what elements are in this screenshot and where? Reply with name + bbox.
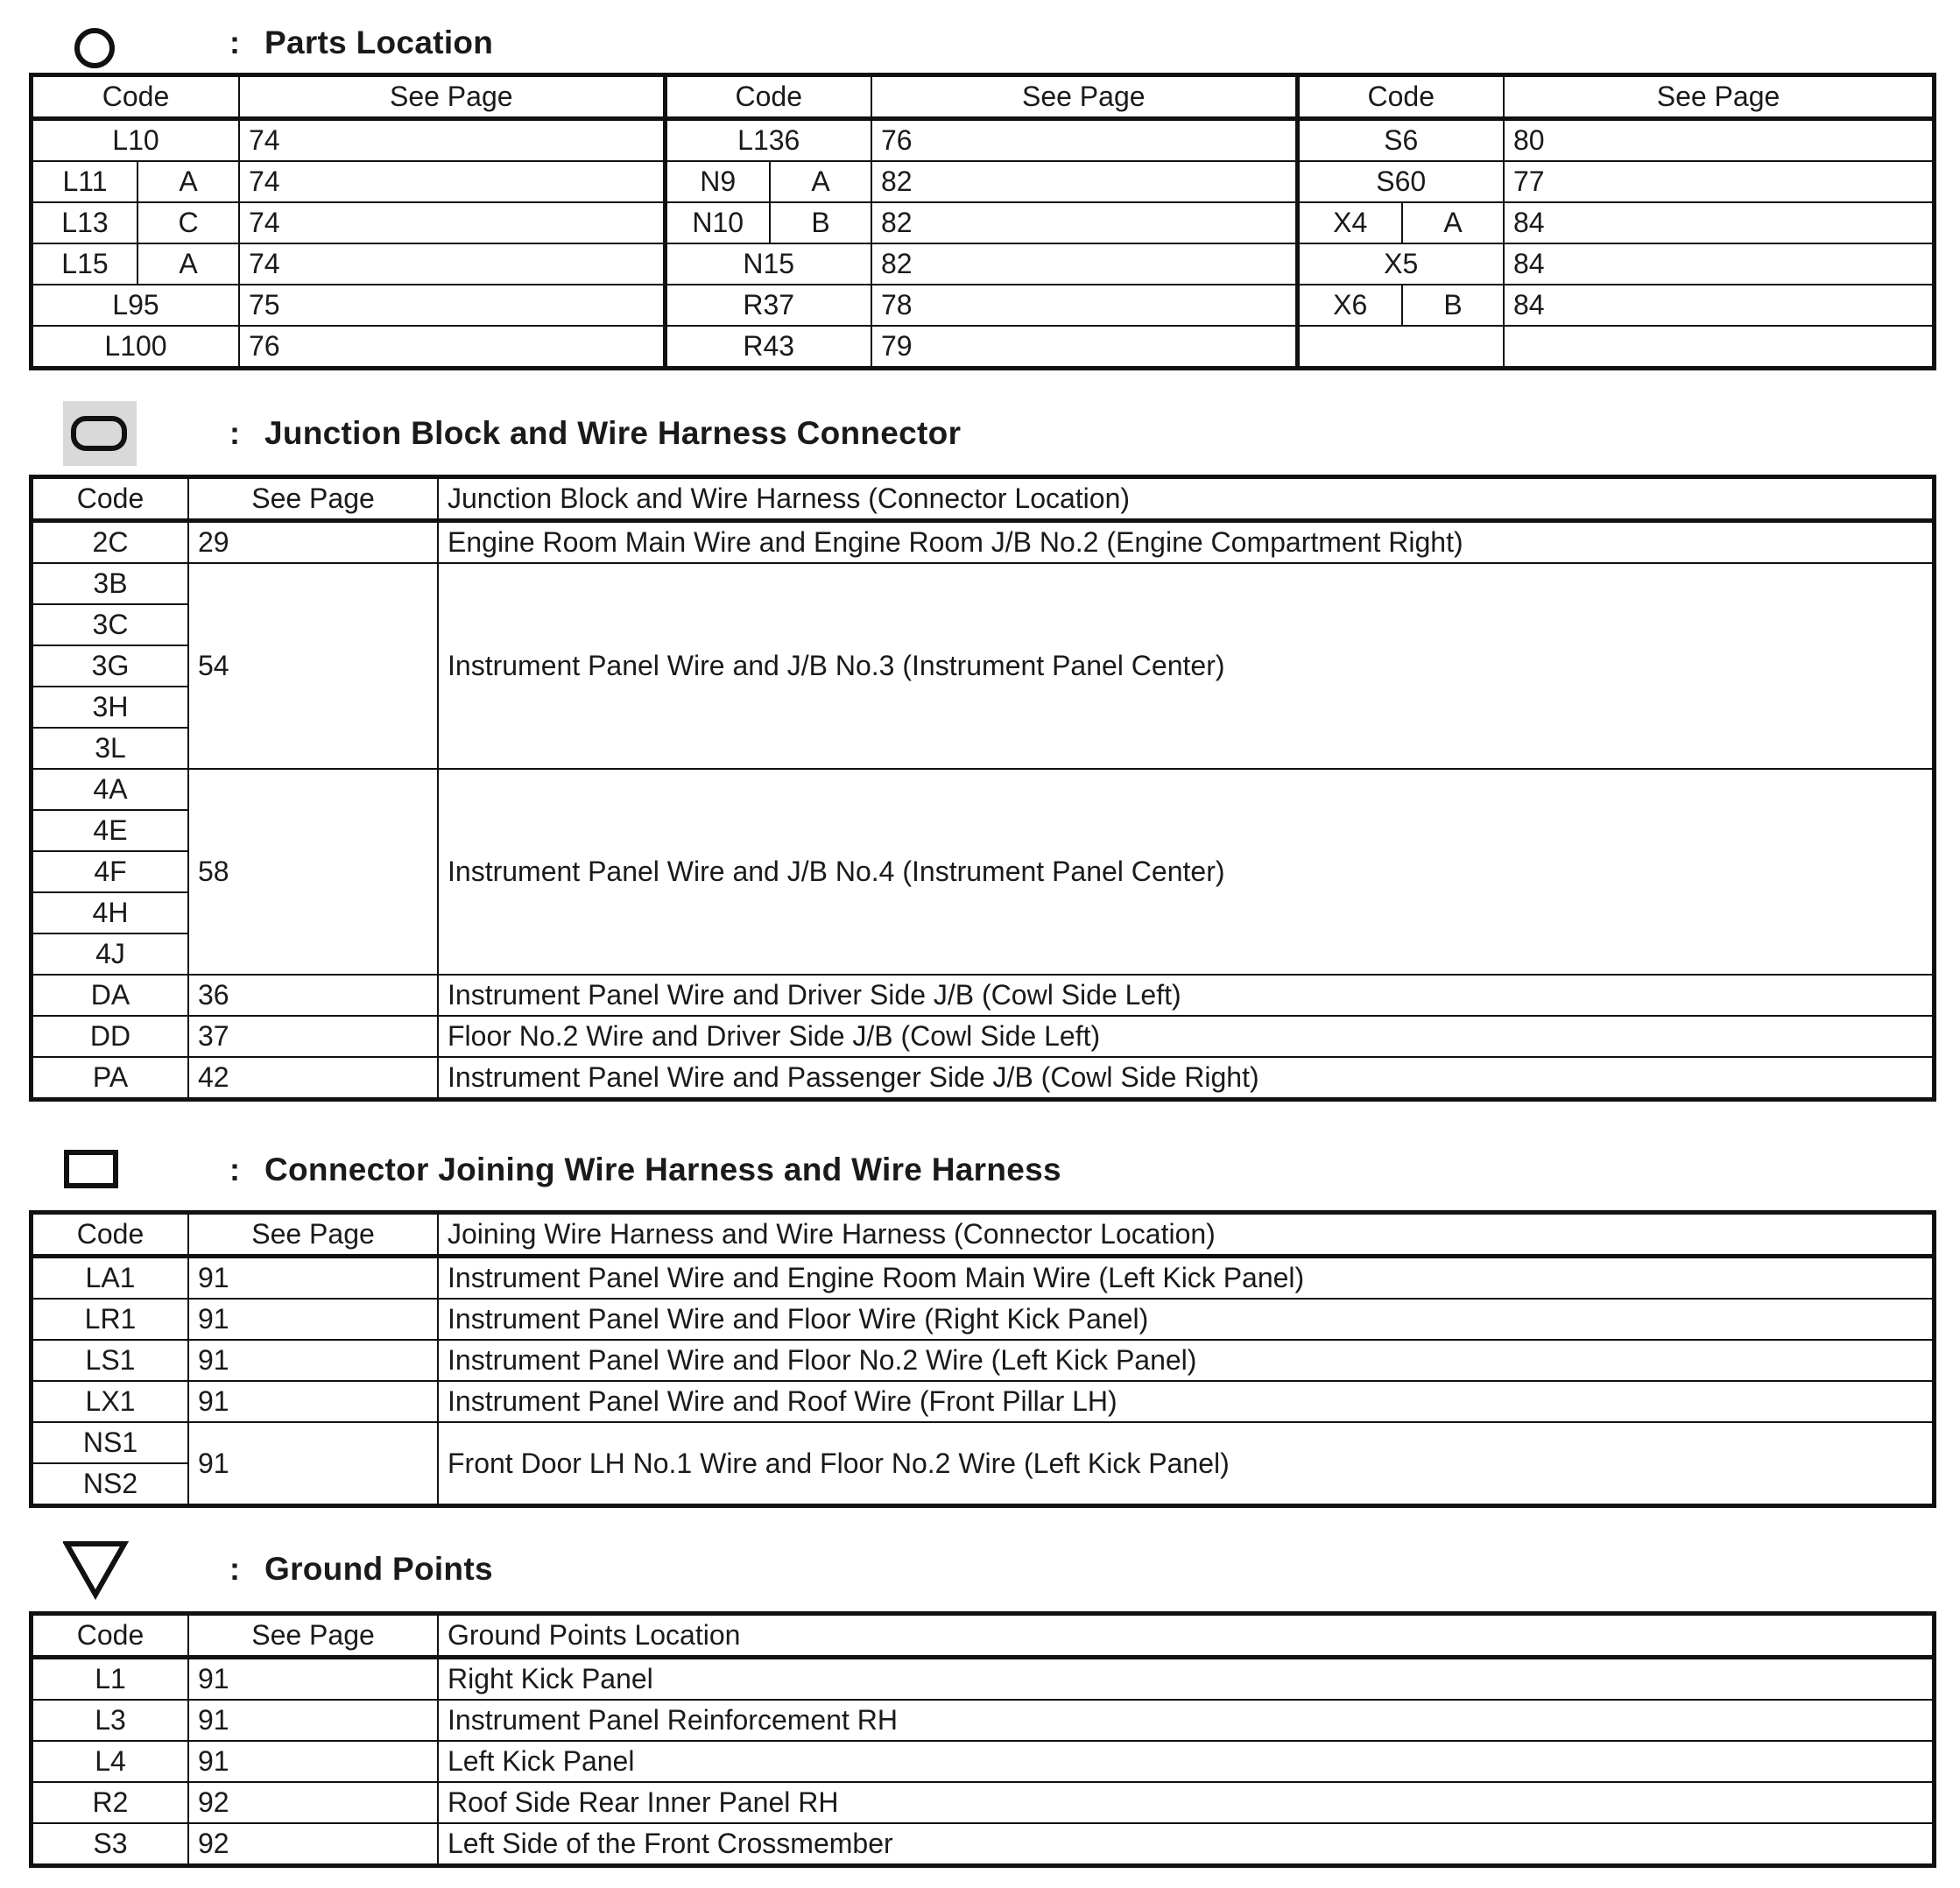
code-cell: NS2 xyxy=(32,1463,188,1504)
code-cell: L4 xyxy=(32,1741,188,1782)
location-header: Joining Wire Harness and Wire Harness (Connector Location) xyxy=(438,1214,1933,1257)
table-row xyxy=(32,1700,1933,1741)
heading-colon: : xyxy=(229,415,240,451)
code-cell: LA1 xyxy=(32,1257,188,1300)
location-cell: Instrument Panel Wire and J/B No.3 (Instrument Panel Center) xyxy=(438,563,1933,769)
location-header: Ground Points Location xyxy=(438,1615,1933,1658)
location-cell: Instrument Panel Wire and Roof Wire (Front Pillar LH) xyxy=(438,1381,1933,1422)
sub-code-cell: A xyxy=(137,161,239,202)
ground-points-heading xyxy=(63,1539,493,1600)
code-cell: X6 xyxy=(1297,285,1402,326)
page-cell: 84 xyxy=(1504,243,1933,285)
page-cell: 84 xyxy=(1504,202,1933,243)
see-page-header: See Page xyxy=(188,1615,438,1658)
table-header-row xyxy=(32,1615,1933,1658)
section-title: Junction Block and Wire Harness Connector xyxy=(264,415,962,451)
code-cell: DA xyxy=(32,975,188,1016)
location-cell: Instrument Panel Wire and Passenger Side J/B (Cowl Side Right) xyxy=(438,1057,1933,1098)
location-cell: Instrument Panel Wire and Floor Wire (Right Kick Panel) xyxy=(438,1299,1933,1340)
junction-block-table xyxy=(32,477,1934,1099)
page-cell: 91 xyxy=(188,1299,438,1340)
location-cell: Instrument Panel Wire and Driver Side J/B (Cowl Side Left) xyxy=(438,975,1933,1016)
location-cell: Roof Side Rear Inner Panel RH xyxy=(438,1782,1933,1823)
sub-code-cell: C xyxy=(137,202,239,243)
code-cell: S6 xyxy=(1297,119,1504,162)
page-cell: 76 xyxy=(871,119,1297,162)
table-row xyxy=(32,1658,1933,1701)
table-row xyxy=(32,1340,1933,1381)
code-cell: L11 xyxy=(32,161,137,202)
table-row xyxy=(32,1422,1933,1463)
code-cell: 4F xyxy=(32,851,188,892)
code-cell: R2 xyxy=(32,1782,188,1823)
table-row xyxy=(32,521,1933,564)
page-cell: 36 xyxy=(188,975,438,1016)
table-row xyxy=(32,1741,1933,1782)
code-cell: 2C xyxy=(32,521,188,564)
code-cell: 3B xyxy=(32,563,188,604)
page-cell: 84 xyxy=(1504,285,1933,326)
page-cell: 74 xyxy=(239,243,665,285)
page-cell: 82 xyxy=(871,202,1297,243)
code-cell: X5 xyxy=(1297,243,1504,285)
location-cell: Instrument Panel Wire and Floor No.2 Wire (Left Kick Panel) xyxy=(438,1340,1933,1381)
code-cell: 4A xyxy=(32,769,188,810)
table-row xyxy=(32,1257,1933,1300)
table-row xyxy=(32,161,1933,202)
see-page-header: See Page xyxy=(239,76,665,119)
location-header: Junction Block and Wire Harness (Connector Location) xyxy=(438,478,1933,521)
sub-code-cell: B xyxy=(770,202,871,243)
page-cell: 37 xyxy=(188,1016,438,1057)
code-cell: LX1 xyxy=(32,1381,188,1422)
code-cell: PA xyxy=(32,1057,188,1098)
table-row xyxy=(32,1299,1933,1340)
table-row xyxy=(32,243,1933,285)
table-row xyxy=(32,1782,1933,1823)
code-header: Code xyxy=(32,1615,188,1658)
section-title: Parts Location xyxy=(264,25,494,60)
page-cell: 78 xyxy=(871,285,1297,326)
page-cell: 79 xyxy=(871,326,1297,367)
location-cell: Engine Room Main Wire and Engine Room J/B No.2 (Engine Compartment Right) xyxy=(438,521,1933,564)
code-cell: L3 xyxy=(32,1700,188,1741)
page-cell: 74 xyxy=(239,202,665,243)
see-page-header: See Page xyxy=(188,1214,438,1257)
code-cell: S3 xyxy=(32,1823,188,1864)
circle-icon xyxy=(63,12,151,74)
code-cell: L1 xyxy=(32,1658,188,1701)
table-row xyxy=(32,202,1933,243)
sub-code-cell: A xyxy=(1402,202,1504,243)
table-row xyxy=(32,285,1933,326)
page-cell: 82 xyxy=(871,161,1297,202)
code-header: Code xyxy=(32,76,239,119)
table-header-row xyxy=(32,76,1933,119)
rectangle-icon xyxy=(63,1139,151,1201)
code-cell: X4 xyxy=(1297,202,1402,243)
code-cell: DD xyxy=(32,1016,188,1057)
table-row xyxy=(32,119,1933,162)
sub-code-cell: A xyxy=(137,243,239,285)
code-cell: LS1 xyxy=(32,1340,188,1381)
code-cell: 3L xyxy=(32,728,188,769)
code-cell: N10 xyxy=(665,202,770,243)
ground-points-table xyxy=(32,1614,1934,1865)
page-cell: 91 xyxy=(188,1700,438,1741)
page-cell: 75 xyxy=(239,285,665,326)
code-cell: R37 xyxy=(665,285,871,326)
code-header: Code xyxy=(1297,76,1504,119)
table-row xyxy=(32,563,1933,604)
table-header-row xyxy=(32,1214,1933,1257)
table-row xyxy=(32,975,1933,1016)
section-title: Connector Joining Wire Harness and Wire Harness xyxy=(264,1152,1061,1187)
code-header: Code xyxy=(32,478,188,521)
code-cell: R43 xyxy=(665,326,871,367)
page-cell: 82 xyxy=(871,243,1297,285)
parts-location-table xyxy=(32,75,1934,368)
heading-colon: : xyxy=(229,1152,240,1187)
sub-code-cell: B xyxy=(1402,285,1504,326)
connector-joining-heading xyxy=(63,1139,1061,1201)
page-cell: 29 xyxy=(188,521,438,564)
page-cell: 58 xyxy=(188,769,438,975)
table-row xyxy=(32,1057,1933,1098)
heading-colon: : xyxy=(229,1551,240,1587)
see-page-header: See Page xyxy=(1504,76,1933,119)
triangle-down-icon xyxy=(63,1539,151,1600)
sub-code-cell: A xyxy=(770,161,871,202)
page-cell: 91 xyxy=(188,1741,438,1782)
page-cell: 91 xyxy=(188,1381,438,1422)
page-cell: 80 xyxy=(1504,119,1933,162)
code-cell: N9 xyxy=(665,161,770,202)
code-cell: L10 xyxy=(32,119,239,162)
page-cell xyxy=(1504,326,1933,367)
page-cell: 42 xyxy=(188,1057,438,1098)
code-cell: LR1 xyxy=(32,1299,188,1340)
table-row xyxy=(32,1381,1933,1422)
page-cell: 91 xyxy=(188,1422,438,1504)
code-cell: 4E xyxy=(32,810,188,851)
table-row xyxy=(32,326,1933,367)
code-cell: 4J xyxy=(32,933,188,975)
code-cell: 3G xyxy=(32,645,188,687)
location-cell: Right Kick Panel xyxy=(438,1658,1933,1701)
code-cell: NS1 xyxy=(32,1422,188,1463)
page-cell: 54 xyxy=(188,563,438,769)
page-cell: 92 xyxy=(188,1823,438,1864)
code-cell: L100 xyxy=(32,326,239,367)
location-cell: Instrument Panel Wire and Engine Room Main Wire (Left Kick Panel) xyxy=(438,1257,1933,1300)
heading-colon: : xyxy=(229,25,240,60)
location-cell: Front Door LH No.1 Wire and Floor No.2 Wire (Left Kick Panel) xyxy=(438,1422,1933,1504)
location-cell: Floor No.2 Wire and Driver Side J/B (Cowl Side Left) xyxy=(438,1016,1933,1057)
connector-joining-table xyxy=(32,1213,1934,1505)
page-cell: 77 xyxy=(1504,161,1933,202)
see-page-header: See Page xyxy=(188,478,438,521)
code-cell: 4H xyxy=(32,892,188,933)
page-cell: 74 xyxy=(239,161,665,202)
code-cell xyxy=(1297,326,1504,367)
location-cell: Instrument Panel Wire and J/B No.4 (Instrument Panel Center) xyxy=(438,769,1933,975)
page-cell: 91 xyxy=(188,1340,438,1381)
location-cell: Instrument Panel Reinforcement RH xyxy=(438,1700,1933,1741)
page-cell: 74 xyxy=(239,119,665,162)
code-cell: L13 xyxy=(32,202,137,243)
code-cell: L136 xyxy=(665,119,871,162)
code-cell: L15 xyxy=(32,243,137,285)
page-cell: 76 xyxy=(239,326,665,367)
junction-block-heading xyxy=(63,403,961,464)
see-page-header: See Page xyxy=(871,76,1297,119)
page-cell: 92 xyxy=(188,1782,438,1823)
page-cell: 91 xyxy=(188,1658,438,1701)
code-cell: 3C xyxy=(32,604,188,645)
code-cell: L95 xyxy=(32,285,239,326)
table-row xyxy=(32,769,1933,810)
code-header: Code xyxy=(665,76,871,119)
code-cell: 3H xyxy=(32,687,188,728)
table-header-row xyxy=(32,478,1933,521)
location-cell: Left Side of the Front Crossmember xyxy=(438,1823,1933,1864)
code-cell: S60 xyxy=(1297,161,1504,202)
rounded-rectangle-icon xyxy=(63,403,151,464)
page-cell: 91 xyxy=(188,1257,438,1300)
code-header: Code xyxy=(32,1214,188,1257)
table-row xyxy=(32,1823,1933,1864)
code-cell: N15 xyxy=(665,243,871,285)
table-row xyxy=(32,1016,1933,1057)
location-cell: Left Kick Panel xyxy=(438,1741,1933,1782)
parts-location-heading xyxy=(63,12,493,74)
section-title: Ground Points xyxy=(264,1551,493,1587)
